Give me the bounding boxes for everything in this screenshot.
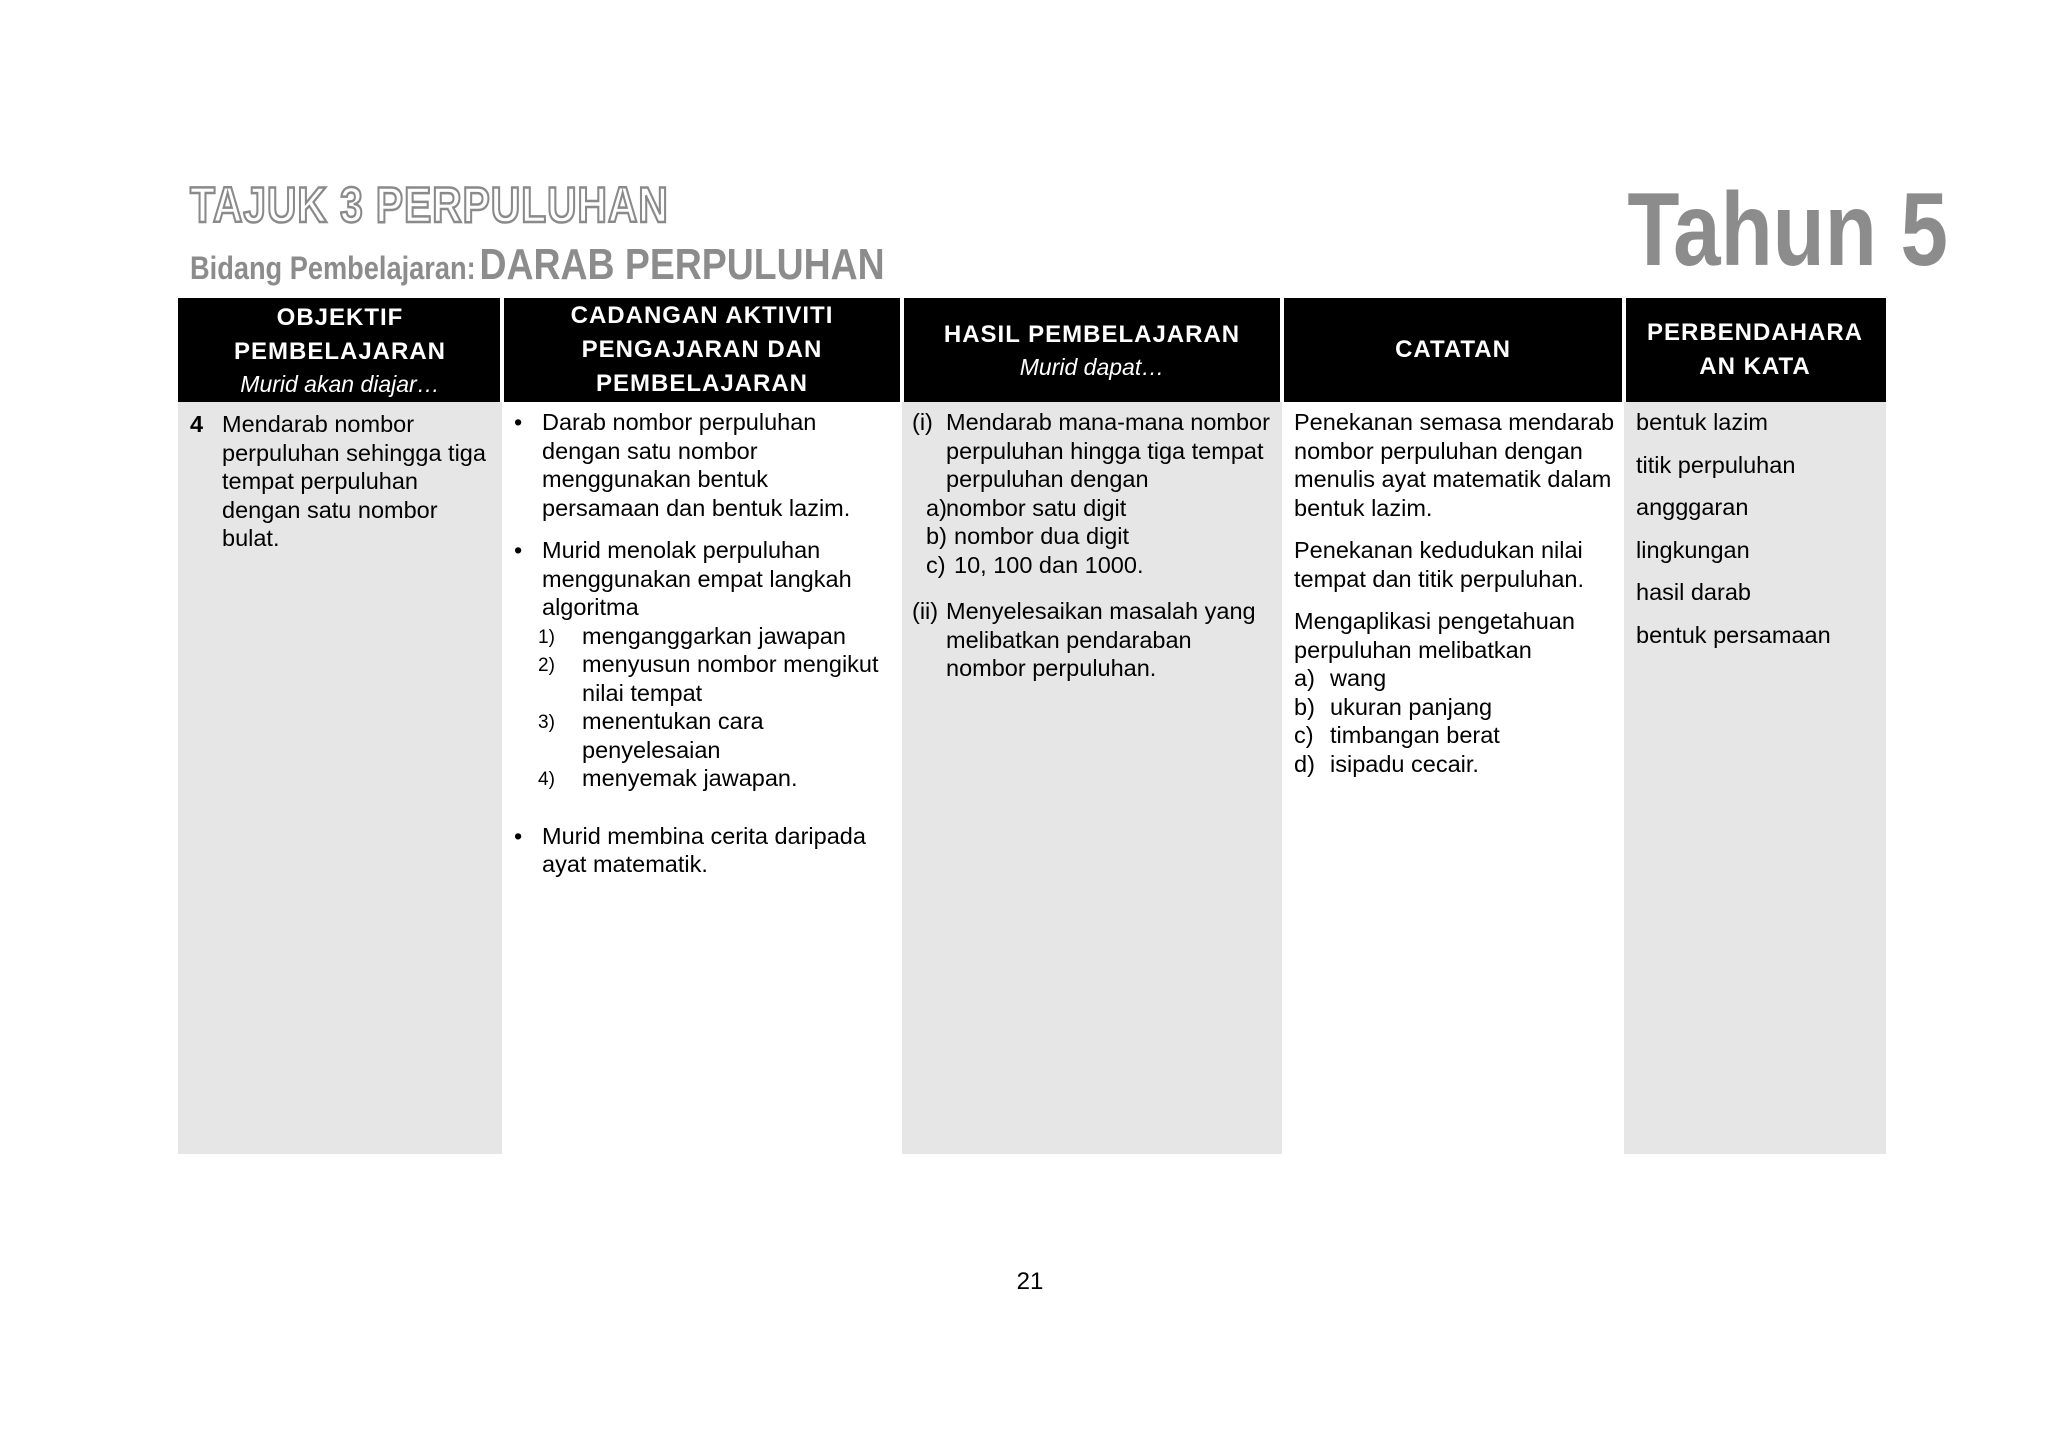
learning-area [190,240,885,290]
vocabulary-header-line-1: PERBENDAHARA [1646,319,1863,346]
learning-area-label: Bidang Pembelajaran: [190,250,476,286]
activity-step-text: menentukan cara penyelesaian [582,708,764,763]
vocabulary-header-line-2: AN KATA [1699,353,1811,380]
note-paragraph: Mengaplikasi pengetahuan perpuluhan melibatkan [1294,608,1575,663]
note-paragraph: Penekanan semasa mendarab nombor perpuluhan dengan menulis ayat matematik dalam bentuk lazim. [1294,409,1615,521]
activities-header [502,298,902,402]
header-divider [1280,298,1284,402]
activity-step-number: 3) [538,712,555,733]
note-list-marker: d) [1294,750,1315,777]
vocabulary-term: titik perpuluhan [1636,451,1796,478]
objective-number: 4 [190,411,204,437]
learning-area-value: DARAB PERPULUHAN [479,240,885,289]
activity-step [502,707,887,764]
notes-column [1282,298,1624,1154]
objective-header [178,298,502,402]
notes-header [1282,298,1624,402]
objective-header-line-1: OBJEKTIF [276,304,404,331]
note-list-item [1294,750,1616,779]
note-list-marker: c) [1294,722,1314,748]
notes-body [1282,402,1624,1154]
outcome-subitem [912,522,1272,551]
outcome-sub-marker: a) [926,494,947,521]
objective-body [178,402,502,1154]
note-list-marker: a) [1294,665,1315,691]
activity-step [502,764,887,793]
vocabulary-column [1624,298,1886,1154]
note-paragraph: Penekanan kedudukan nilai tempat dan titik perpuluhan. [1294,537,1585,592]
vocabulary-term: lingkungan [1636,536,1750,563]
outcome-text: Mendarab mana-mana nombor perpuluhan hingga tiga tempat perpuluhan dengan [946,409,1270,492]
outcome-marker: (ii) [912,598,939,624]
notes-header-line-1: CATATAN [1395,336,1511,363]
objective-column [178,298,502,1154]
page-number: 21 [1016,1268,1044,1295]
activity-step [502,622,887,651]
activity-step-number: 4) [538,769,555,790]
outcome-subitem [912,551,1272,580]
note-list-marker: b) [1294,693,1315,720]
objective-header-line-2: PEMBELAJARAN [233,338,446,365]
activity-step-number: 1) [538,626,555,648]
vocabulary-term: hasil darab [1636,579,1751,605]
note-list-item [1294,693,1616,722]
activities-column [502,298,902,1154]
header-divider [500,298,504,402]
activity-step-text: menyemak jawapan. [582,765,798,791]
outcome-sub-text: nombor dua digit [954,523,1130,549]
outcome-sub-marker: c) [926,551,946,578]
note-list-text: timbangan berat [1330,722,1500,748]
header-divider [1622,298,1626,402]
outcome-item [912,597,1272,683]
syllabus-table [178,298,1886,1154]
activities-header-line-1: CADANGAN AKTIVITI [570,302,834,329]
objective-item [190,410,490,553]
note-list-text: ukuran panjang [1330,693,1493,720]
objective-text: Mendarab nombor perpuluhan sehingga tiga tempat perpuluhan dengan satu nombor bulat. [222,411,486,551]
activity-bullet: • Darab nombor perpuluhan dengan satu nombor menggunakan bentuk persamaan dan bentuk lazim. [502,408,887,522]
outcomes-column [902,298,1282,1154]
activity-step-number: 2) [538,655,555,676]
note-list-text: isipadu cecair. [1330,750,1479,777]
activities-body [502,402,902,1154]
outcome-subitem [912,494,1272,523]
vocabulary-body [1624,402,1886,1154]
outcome-text: Menyelesaikan masalah yang melibatkan pendaraban nombor perpuluhan. [946,598,1256,681]
objective-header-subtitle: Murid akan diajar… [240,371,440,397]
outcomes-header [902,298,1282,402]
activities-header-line-2: PENGAJARAN DAN [581,336,823,363]
outcomes-header-line-1: HASIL PEMBELAJARAN [943,321,1241,348]
vocabulary-term: angggaran [1636,494,1749,520]
outcome-item [912,408,1272,494]
vocabulary-term: bentuk persamaan [1636,621,1831,648]
note-list-item [1294,721,1616,750]
note-list-text: wang [1330,665,1387,691]
topic-title: TAJUK 3 PERPULUHAN [190,177,669,233]
note-list-item [1294,664,1616,693]
outcomes-body [902,402,1282,1154]
activity-step [502,650,887,707]
year-title: Tahun 5 [1627,172,1948,288]
activities-header-line-3: PEMBELAJARAN [595,370,808,397]
vocabulary-term: bentuk lazim [1636,409,1768,435]
activity-bullet: • Murid membina cerita daripada ayat matematik. [502,822,887,879]
activity-step-text: menyusun nombor mengikut nilai tempat [582,651,879,706]
header-divider [900,298,904,402]
outcome-sub-text: nombor satu digit [946,494,1127,521]
activity-bullet: • Murid menolak perpuluhan menggunakan empat langkah algoritma [502,536,887,622]
vocabulary-header [1624,298,1886,402]
outcome-sub-marker: b) [926,523,947,549]
activity-step-text: menganggarkan jawapan [582,622,846,649]
outcomes-header-subtitle: Murid dapat… [1019,354,1165,380]
outcome-sub-text: 10, 100 dan 1000. [954,551,1144,578]
outcome-marker: (i) [912,409,933,435]
